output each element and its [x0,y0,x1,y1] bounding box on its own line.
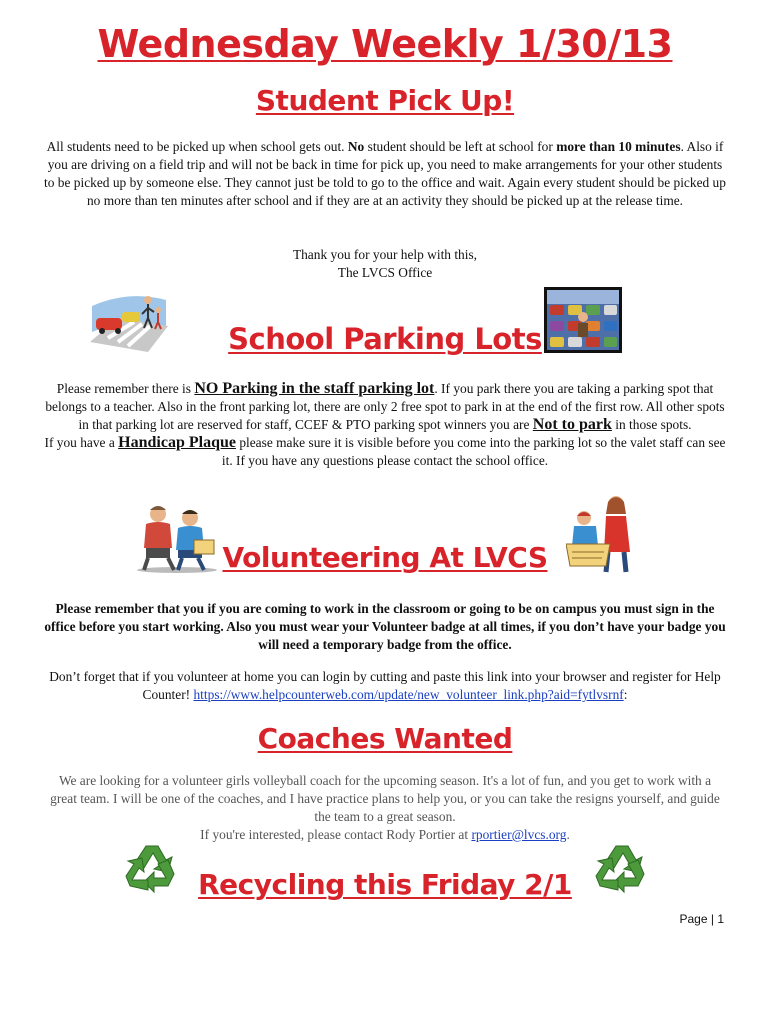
newsletter-title: Wednesday Weekly 1/30/13 [97,22,673,66]
teacher-student-clipart-icon [566,492,638,574]
parking-text-5: please make sure it is visible before you come into the parking lot so the valet staff can see it. If you have any questions please contact the school office. [221,435,726,468]
parking-paragraph [44,380,726,470]
coaches-contact-text: If you're interested, please contact Rody Portier at [200,827,469,842]
page-separator: | [710,912,714,926]
volunteering-bold-paragraph [44,600,726,654]
recycling-heading: Recycling this Friday 2/1 [198,868,572,901]
parking-text-2: . If you park there you are taking a parking spot that belongs to a teacher. Also in the front parking lot, there are only 2 free spot to park in at the end of the first row. All other spots in that parking lot are reserved for staff, CCEF & PTO parking spot winners you are [45,381,725,432]
pickup-heading: Student Pick Up! [255,84,515,117]
volunteering-link-end: : [623,687,628,702]
pickup-no-emphasis: No [347,139,365,154]
pickup-signoff [44,246,726,282]
pickup-text-3: . Also if you are driving on a field trip and will not be back in time for pick up, you need to make arrangements for your other students to be picked up by someone else. They cannot just be told to go to the office and wait. Again every student should be picked up no more than ten minutes after school and if they are at an activity they should be picked up at the release time. [44,139,726,208]
parking-lot-clipart-icon [544,287,622,353]
coaches-contact-end: . [566,827,570,842]
page-label: Page [679,912,708,926]
coaches-paragraph [44,772,726,844]
pickup-text-2: student should be left at school for [367,139,553,154]
volunteering-text: Don’t forget that if you volunteer at home you can login by cutting and paste this link into your browser and register for Help Counter! [49,669,721,702]
pickup-paragraph [44,138,726,210]
parking-heading: School Parking Lots [228,322,542,356]
not-to-park-emphasis: Not to park [532,416,612,433]
thanks-line: Thank you for your help with this, [292,247,478,262]
recycle-icon [594,842,650,896]
office-signoff: The LVCS Office [337,265,433,280]
coaches-text: We are looking for a volunteer girls volleyball coach for the upcoming season. It's a lot of fun, and you get to work with a great team. I will be one of the coaches, and I have practice plans to help you, or you can take the resigns yourself, and guide the team to a great season. [50,773,720,824]
volunteering-heading: Volunteering At LVCS [222,541,548,574]
parking-text-4: If you have a [44,435,115,450]
coaches-heading: Coaches Wanted [257,722,513,755]
volunteering-link-paragraph [44,668,726,704]
pickup-text-1: All students need to be picked up when school gets out. [46,139,345,154]
parking-text-3: in those spots. [615,417,692,432]
pickup-time-emphasis: more than 10 minutes [556,139,681,154]
coach-email-link[interactable]: rportier@lvcs.org [471,827,567,842]
page-footer [679,912,724,926]
page-number: 1 [717,912,724,926]
help-counter-link[interactable]: https://www.helpcounterweb.com/update/new_volunteer_link.php?aid=fytlvsrnf [193,687,624,702]
parking-text-1: Please remember there is [56,381,191,396]
handicap-plaque-emphasis: Handicap Plaque [118,434,236,451]
volunteering-bold-text: Please remember that you if you are coming to work in the classroom or going to be on campus you must sign in the office before you start working. Also you must wear your Volunteer badge at all times, if you don’t have your badge you will need a temporary badge from the office. [44,601,726,652]
no-parking-emphasis: NO Parking in the staff parking lot [194,380,435,397]
